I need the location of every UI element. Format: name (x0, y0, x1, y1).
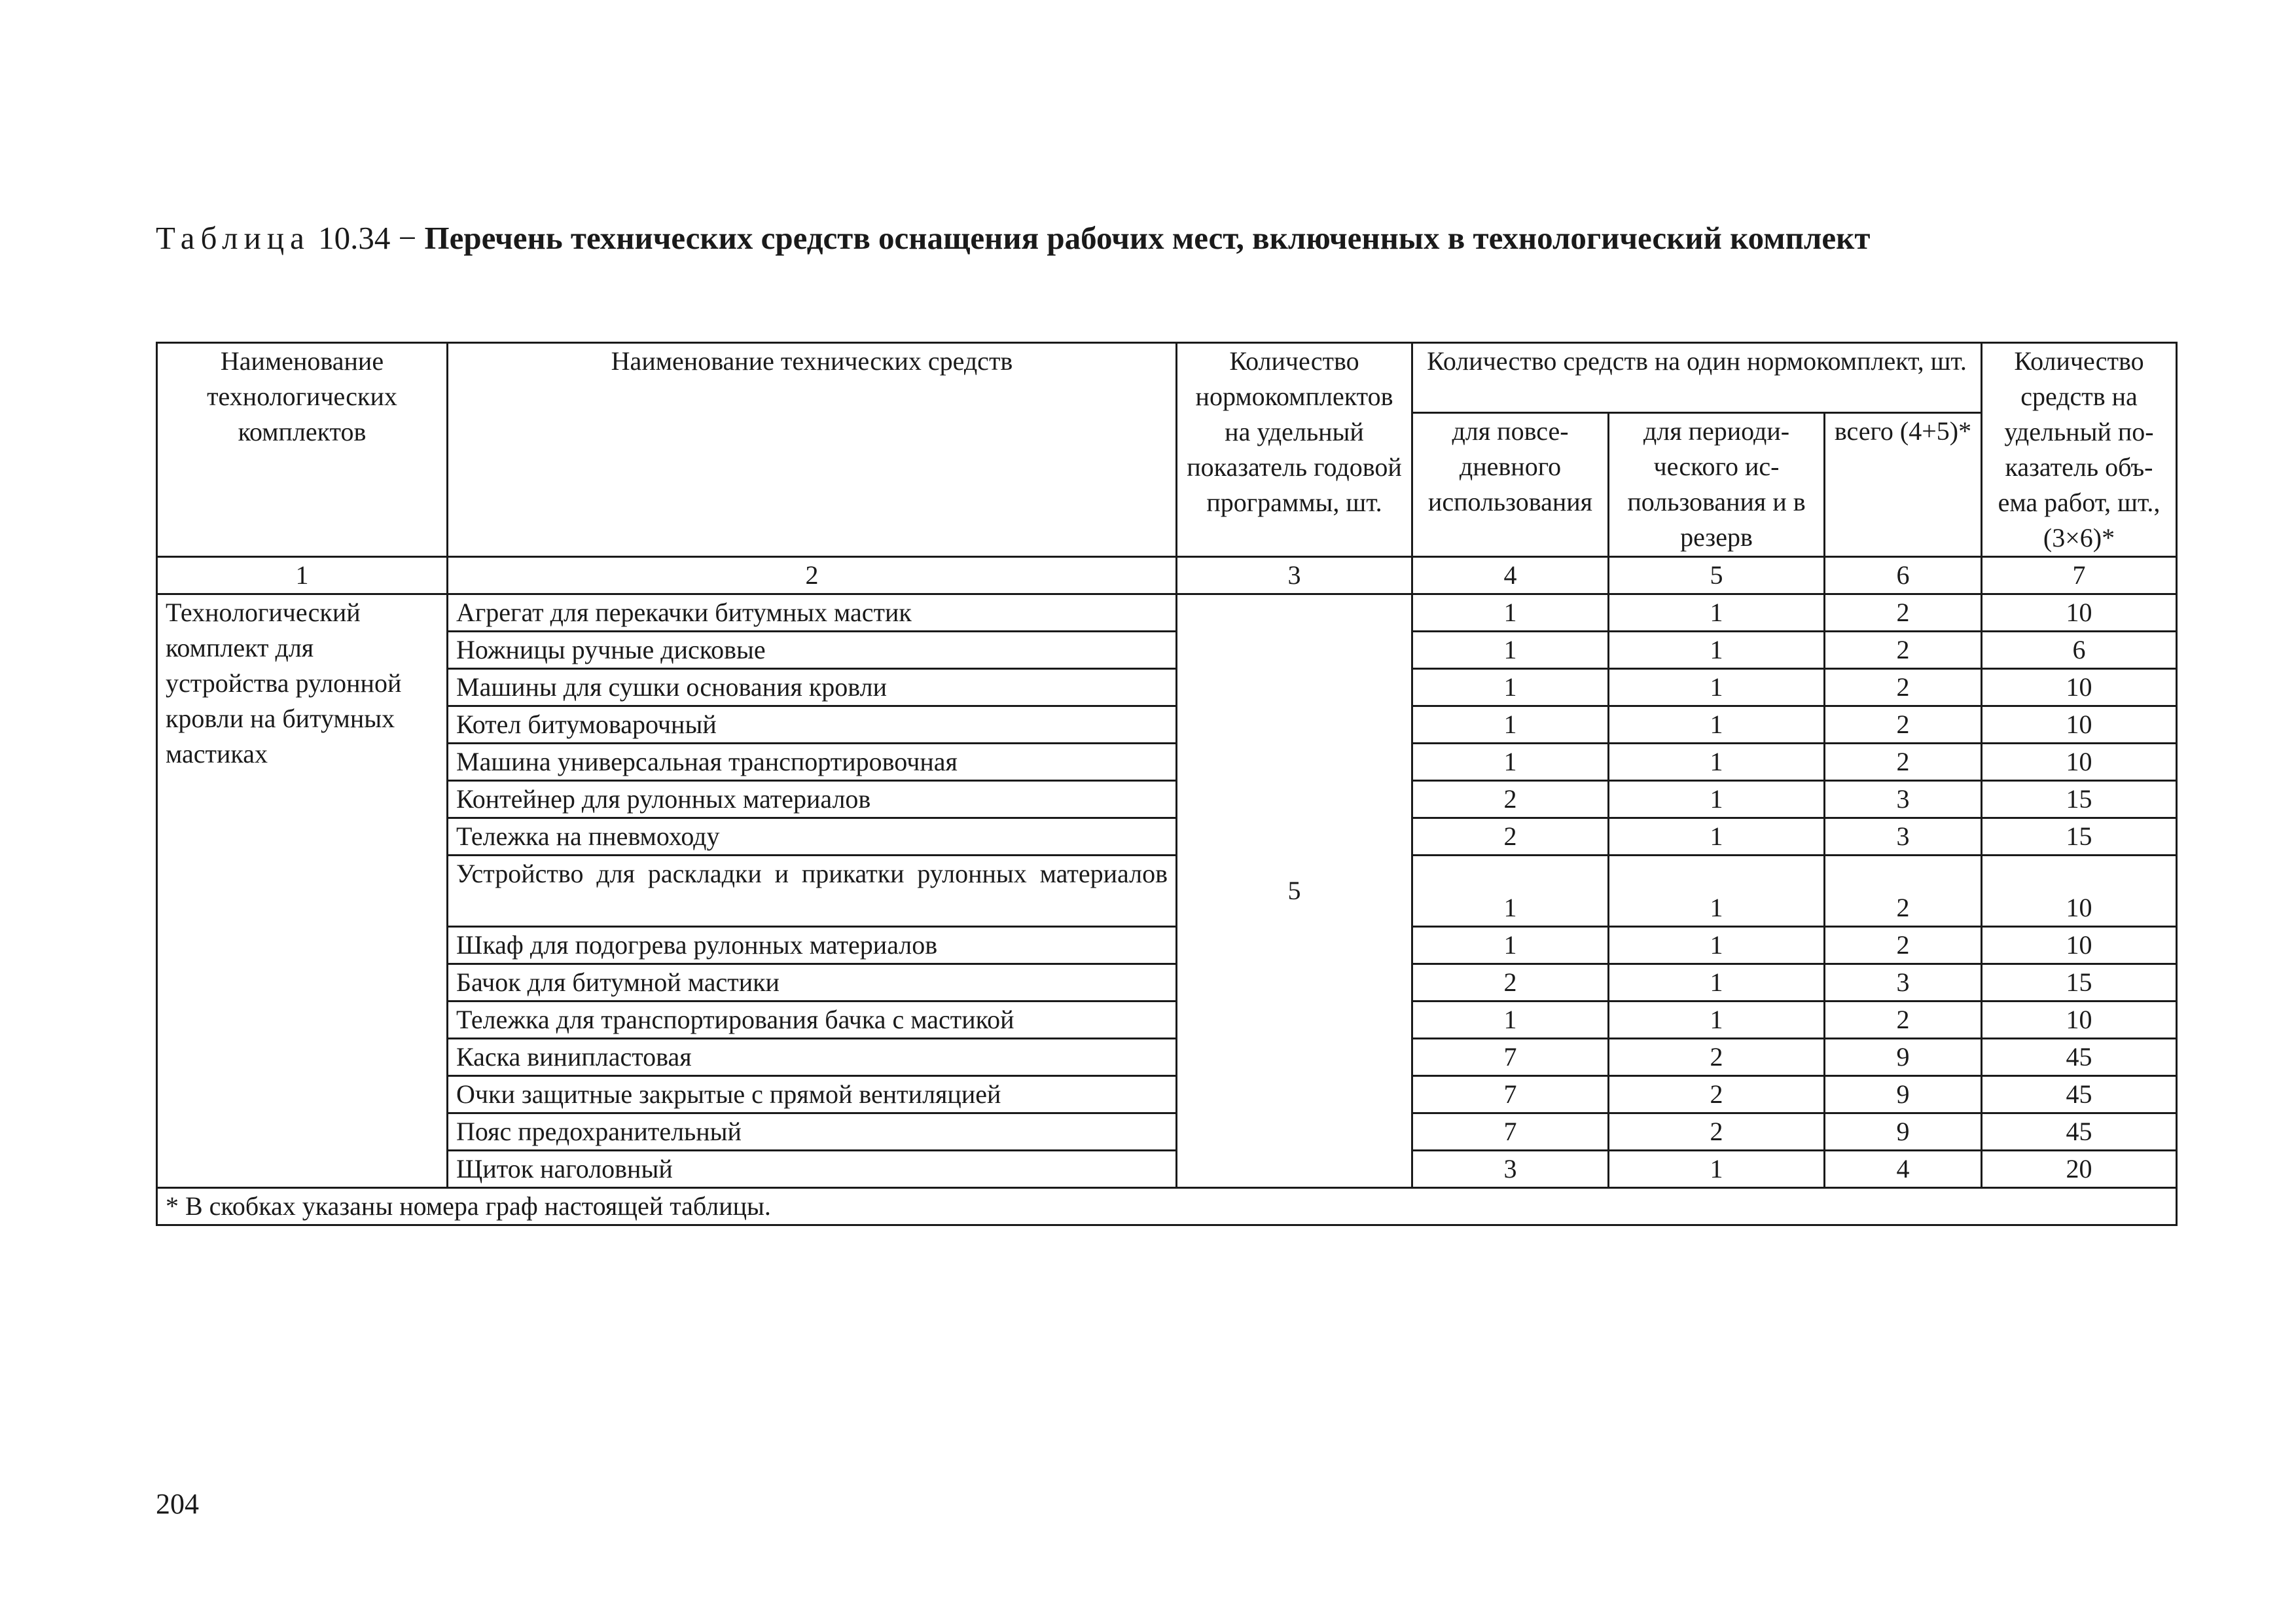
caption-title: Перечень технических средств оснащения рабочих мест, включенных в технологический комплект (424, 220, 1871, 256)
reserve-count: 1 (1609, 781, 1825, 818)
equipment-table (156, 342, 2178, 1226)
equipment-name: Устройство для раскладки и прикатки рулонных материалов (448, 856, 1177, 927)
total-count: 2 (1825, 856, 1982, 927)
table-row (157, 744, 2177, 781)
per-volume-count: 20 (1982, 1151, 2177, 1188)
total-count: 3 (1825, 818, 1982, 856)
reserve-count: 1 (1609, 856, 1825, 927)
column-number: 1 (157, 557, 448, 594)
equipment-name: Шкаф для подогрева рулонных материалов (448, 927, 1177, 964)
table-row (157, 706, 2177, 744)
table-row (157, 1151, 2177, 1188)
equipment-name: Машина универсальная транспортировочная (448, 744, 1177, 781)
daily-count: 7 (1412, 1039, 1609, 1076)
reserve-count: 1 (1609, 706, 1825, 744)
daily-count: 7 (1412, 1113, 1609, 1151)
reserve-count: 1 (1609, 744, 1825, 781)
table-caption (156, 204, 2172, 272)
daily-count: 3 (1412, 1151, 1609, 1188)
column-number: 5 (1609, 557, 1825, 594)
total-count: 9 (1825, 1039, 1982, 1076)
reserve-count: 1 (1609, 927, 1825, 964)
reserve-count: 2 (1609, 1076, 1825, 1113)
equipment-name: Машины для сушки основания кровли (448, 669, 1177, 706)
daily-count: 1 (1412, 927, 1609, 964)
reserve-count: 1 (1609, 594, 1825, 632)
equipment-name: Агрегат для перекачки битумных мастик (448, 594, 1177, 632)
daily-count: 2 (1412, 781, 1609, 818)
caption-label: Таблица (156, 220, 310, 256)
total-count: 4 (1825, 1151, 1982, 1188)
total-count: 3 (1825, 964, 1982, 1001)
reserve-count: 2 (1609, 1039, 1825, 1076)
page-number: 204 (156, 1488, 199, 1520)
group-name: Технологический комплект для устройства рулонной кровли на битумных мастиках (157, 594, 448, 1188)
daily-count: 1 (1412, 632, 1609, 669)
table-row (157, 781, 2177, 818)
header-total: всего (4+5)* (1825, 413, 1982, 557)
per-volume-count: 45 (1982, 1113, 2177, 1151)
caption-number: 10.34 − (310, 220, 425, 256)
reserve-count: 2 (1609, 1113, 1825, 1151)
total-count: 9 (1825, 1113, 1982, 1151)
column-number: 6 (1825, 557, 1982, 594)
per-volume-count: 10 (1982, 744, 2177, 781)
daily-count: 1 (1412, 706, 1609, 744)
total-count: 9 (1825, 1076, 1982, 1113)
total-count: 2 (1825, 1001, 1982, 1039)
equipment-name: Пояс предохранительный (448, 1113, 1177, 1151)
table-row (157, 1001, 2177, 1039)
reserve-count: 1 (1609, 1151, 1825, 1188)
reserve-count: 1 (1609, 1001, 1825, 1039)
total-count: 2 (1825, 669, 1982, 706)
table-row (157, 927, 2177, 964)
per-volume-count: 10 (1982, 856, 2177, 927)
per-volume-count: 6 (1982, 632, 2177, 669)
per-volume-count: 10 (1982, 927, 2177, 964)
per-volume-count: 10 (1982, 706, 2177, 744)
column-number: 7 (1982, 557, 2177, 594)
equipment-name: Каска винипластовая (448, 1039, 1177, 1076)
per-volume-count: 15 (1982, 964, 2177, 1001)
equipment-name: Щиток наголовный (448, 1151, 1177, 1188)
header-technological-kits: Наименование технологических комплектов (157, 343, 448, 557)
per-volume-count: 15 (1982, 818, 2177, 856)
equipment-name: Тележка для транспортирования бачка с мастикой (448, 1001, 1177, 1039)
total-count: 3 (1825, 781, 1982, 818)
header-per-volume: Количество средств на удельный показатель объема работ, шт., (3×6)* (1982, 343, 2177, 557)
header-per-kit-group: Количество средств на один нормокомплект, шт. (1412, 343, 1982, 413)
total-count: 2 (1825, 744, 1982, 781)
equipment-name: Очки защитные закрытые с прямой вентиляцией (448, 1076, 1177, 1113)
daily-count: 2 (1412, 818, 1609, 856)
reserve-count: 1 (1609, 818, 1825, 856)
header-technical-means: Наименование технических средств (448, 343, 1177, 557)
header-kits-count: Количество нормокомплектов на удельный показатель годовой программы, шт. (1177, 343, 1412, 557)
equipment-name: Бачок для битумной мастики (448, 964, 1177, 1001)
table-row (157, 632, 2177, 669)
daily-count: 1 (1412, 669, 1609, 706)
table-row (157, 964, 2177, 1001)
per-volume-count: 10 (1982, 669, 2177, 706)
header-daily-use: для повседневного использования (1412, 413, 1609, 557)
table-row (157, 1076, 2177, 1113)
kits-count: 5 (1177, 594, 1412, 1188)
total-count: 2 (1825, 632, 1982, 669)
equipment-name: Котел битумоварочный (448, 706, 1177, 744)
total-count: 2 (1825, 927, 1982, 964)
column-number: 4 (1412, 557, 1609, 594)
per-volume-count: 10 (1982, 1001, 2177, 1039)
total-count: 2 (1825, 594, 1982, 632)
equipment-name: Ножницы ручные дисковые (448, 632, 1177, 669)
table-row (157, 1113, 2177, 1151)
table-row (157, 856, 2177, 927)
column-number: 2 (448, 557, 1177, 594)
reserve-count: 1 (1609, 669, 1825, 706)
per-volume-count: 45 (1982, 1039, 2177, 1076)
column-number: 3 (1177, 557, 1412, 594)
table-row (157, 818, 2177, 856)
table-row (157, 1039, 2177, 1076)
table-row (157, 669, 2177, 706)
footnote: * В скобках указаны номера граф настоящей таблицы. (157, 1188, 2177, 1225)
equipment-name: Контейнер для рулонных материалов (448, 781, 1177, 818)
equipment-name: Тележка на пневмоходу (448, 818, 1177, 856)
per-volume-count: 15 (1982, 781, 2177, 818)
reserve-count: 1 (1609, 632, 1825, 669)
daily-count: 1 (1412, 744, 1609, 781)
header-periodic-reserve: для периодического использования и в резерв (1609, 413, 1825, 557)
daily-count: 2 (1412, 964, 1609, 1001)
daily-count: 1 (1412, 1001, 1609, 1039)
daily-count: 1 (1412, 856, 1609, 927)
table-row (157, 594, 2177, 632)
total-count: 2 (1825, 706, 1982, 744)
daily-count: 1 (1412, 594, 1609, 632)
per-volume-count: 45 (1982, 1076, 2177, 1113)
reserve-count: 1 (1609, 964, 1825, 1001)
per-volume-count: 10 (1982, 594, 2177, 632)
daily-count: 7 (1412, 1076, 1609, 1113)
